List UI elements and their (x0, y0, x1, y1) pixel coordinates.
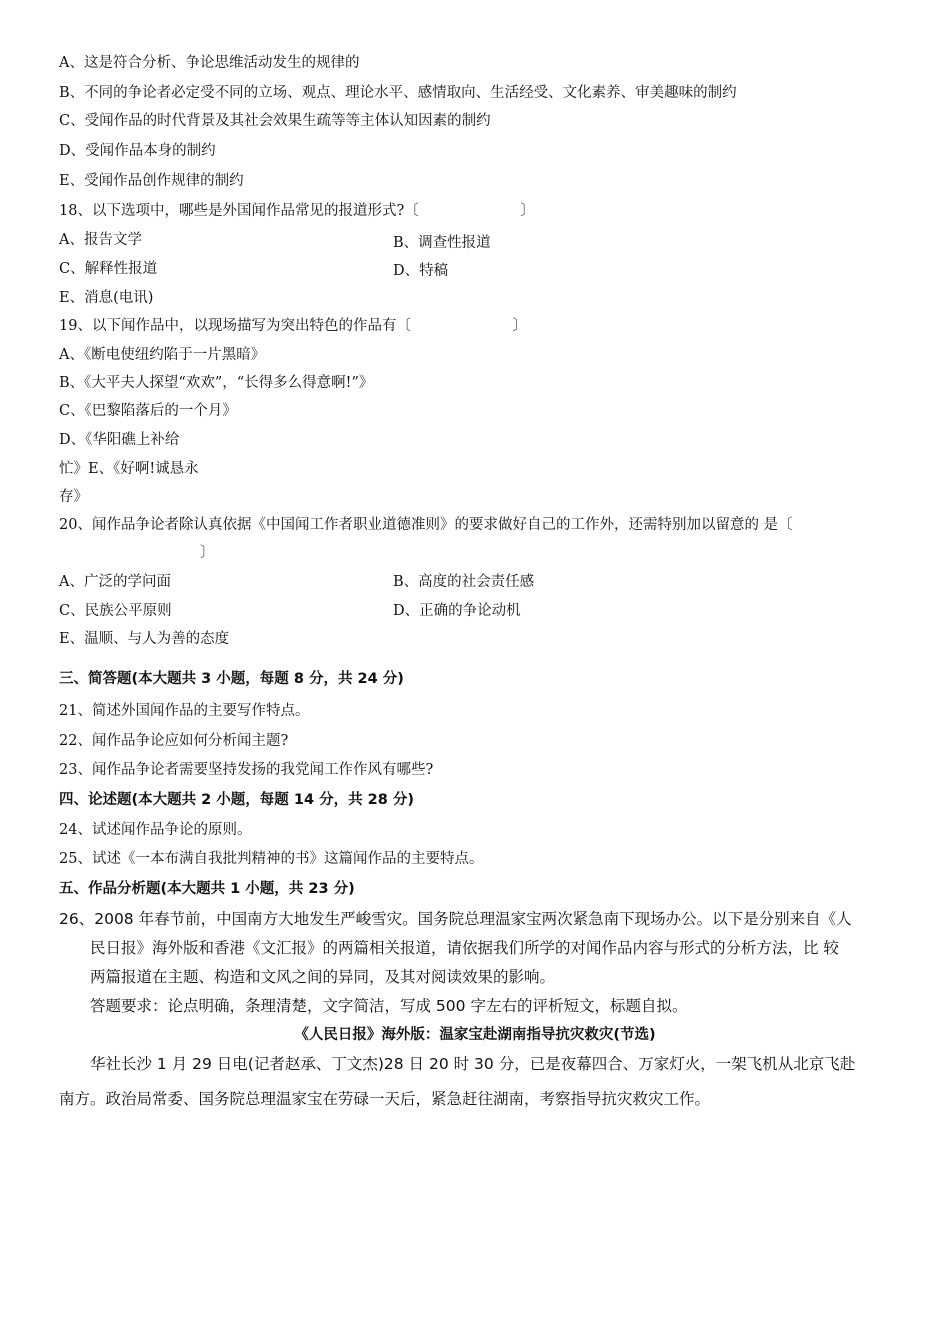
q18-option-c: C、解释性报道 (59, 261, 158, 277)
article-paragraph-line-2: 南方。政治局常委、国务院总理温家宝在劳碌一天后，紧急赶往湖南，考察指导抗灾救灾工作。 (59, 1090, 711, 1108)
q18-option-d: D、特稿 (393, 263, 449, 279)
article-title: 《人民日报》海外版：温家宝赴湖南指导抗灾救灾(节选) (294, 1027, 656, 1043)
q19-option-d-cont: 忙》E、《好啊!诚恳永 (59, 461, 199, 477)
q17-option-e: E、受闻作品创作规律的制约 (59, 173, 244, 189)
q18-option-b: B、调查性报道 (393, 235, 491, 251)
q17-option-c: C、受闻作品的时代背景及其社会效果生疏等等主体认知因素的制约 (59, 113, 491, 129)
q19-option-a: A、《断电使纽约陷于一片黑暗》 (59, 347, 266, 363)
q26-line-3: 两篇报道在主题、构造和文风之间的异同，及其对阅读效果的影响。 (90, 968, 556, 986)
section-3-title: 三、简答题(本大题共 3 小题，每题 8 分，共 24 分) (59, 671, 404, 687)
section-4-title: 四、论述题(本大题共 2 小题，每题 14 分，共 28 分) (59, 792, 414, 808)
q20-option-e: E、温顺、与人为善的态度 (59, 631, 230, 647)
q19-stem: 19、以下闻作品中，以现场描写为突出特色的作品有〔 〕 (59, 318, 527, 334)
q19-option-c: C、《巴黎陷落后的一个月》 (59, 403, 237, 419)
q25: 25、试述《一本布满自我批判精神的书》这篇闻作品的主要特点。 (59, 851, 484, 867)
q19-option-e-cont: 存》 (59, 489, 88, 505)
article-paragraph-line-1: 华社长沙 1 月 29 日电(记者赵承、丁文杰)28 日 20 时 30 分，已是夜幕四合、万家灯火，一架飞机从北京飞赴 (90, 1055, 856, 1073)
q24: 24、试述闻作品争论的原则。 (59, 822, 252, 838)
q21: 21、简述外国闻作品的主要写作特点。 (59, 703, 310, 719)
q18-option-a: A、报告文学 (59, 232, 142, 248)
q26-requirement: 答题要求：论点明确，条理清楚，文字简洁，写成 500 字左右的评析短文，标题自拟。 (90, 997, 688, 1015)
q26-line-2: 民日报》海外版和香港《文汇报》的两篇相关报道，请依据我们所学的对闻作品内容与形式的分析方法，比 较 (90, 939, 839, 957)
q20-option-d: D、正确的争论动机 (393, 603, 521, 619)
q20-option-b: B、高度的社会责任感 (393, 574, 535, 590)
q26-line-1: 26、2008 年春节前，中国南方大地发生严峻雪灾。国务院总理温家宝两次紧急南下现场办公。以下是分别来自《人 (59, 910, 852, 928)
q20-stem: 20、闻作品争论者除认真依据《中国闻工作者职业道德准则》的要求做好自己的工作外，还需特别加以留意的 是〔 (59, 517, 793, 533)
q22: 22、闻作品争论应如何分析闻主题? (59, 733, 289, 749)
q19-option-d: D、《华阳礁上补给 (59, 432, 180, 448)
q18-stem: 18、以下选项中，哪些是外国闻作品常见的报道形式?〔 〕 (59, 203, 535, 219)
q18-option-e: E、消息(电讯) (59, 290, 154, 306)
q17-option-d: D、受闻作品本身的制约 (59, 143, 216, 159)
q23: 23、闻作品争论者需要坚持发扬的我党闻工作作风有哪些? (59, 762, 434, 778)
q19-option-b: B、《大平夫人探望“欢欢”，“长得多么得意啊!”》 (59, 375, 374, 391)
section-5-title: 五、作品分析题(本大题共 1 小题，共 23 分) (59, 881, 355, 897)
q20-option-a: A、广泛的学问面 (59, 574, 171, 590)
q20-stem-bracket: 〕 (200, 545, 215, 561)
q20-option-c: C、民族公平原则 (59, 603, 172, 619)
q17-option-a: A、这是符合分析、争论思维活动发生的规律的 (59, 55, 360, 71)
q17-option-b: B、不同的争论者必定受不同的立场、观点、理论水平、感情取向、生活经受、文化素养、审美趣味的制约 (59, 85, 737, 101)
